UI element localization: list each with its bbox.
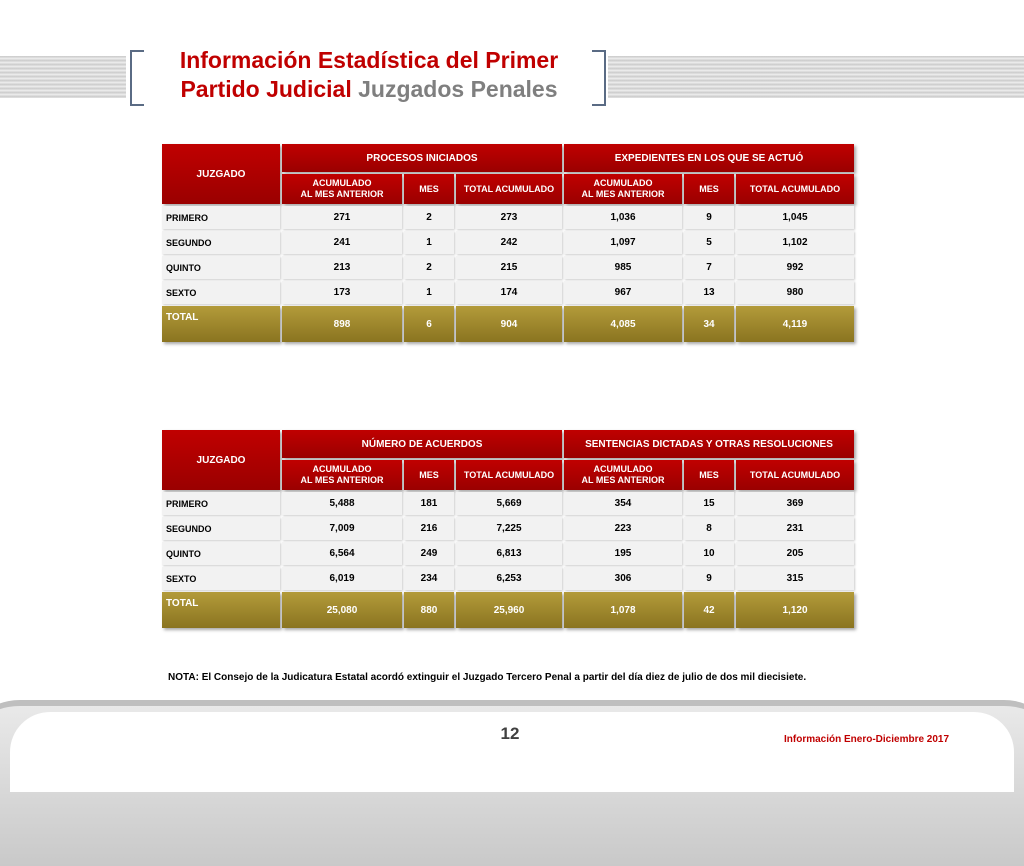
table-row bbox=[162, 517, 854, 540]
sub-header-total: TOTAL ACUMULADO bbox=[456, 460, 562, 490]
sub-header-total: TOTAL ACUMULADO bbox=[456, 174, 562, 204]
cell-value: 242 bbox=[456, 231, 562, 254]
cell-value: 980 bbox=[736, 281, 854, 304]
sub-header-mes: MES bbox=[684, 174, 734, 204]
title-line-1: Información Estadística del Primer bbox=[179, 47, 559, 73]
cell-value: 967 bbox=[564, 281, 682, 304]
cell-value: 205 bbox=[736, 542, 854, 565]
cell-value: 241 bbox=[282, 231, 402, 254]
sub-header-total: TOTAL ACUMULADO bbox=[736, 174, 854, 204]
cell-value: 215 bbox=[456, 256, 562, 279]
table-acuerdos-sentencias bbox=[160, 428, 856, 630]
row-label: PRIMERO bbox=[162, 206, 280, 229]
title-bracket-left bbox=[130, 50, 144, 106]
table-row bbox=[162, 281, 854, 304]
footer-period: Información Enero-Diciembre 2017 bbox=[784, 734, 950, 745]
title-bracket-right bbox=[592, 50, 606, 106]
cell-value: 6,813 bbox=[456, 542, 562, 565]
total-value: 34 bbox=[684, 306, 734, 342]
cell-value: 9 bbox=[684, 567, 734, 590]
cell-value: 992 bbox=[736, 256, 854, 279]
cell-value: 173 bbox=[282, 281, 402, 304]
total-row bbox=[162, 592, 854, 628]
row-label: QUINTO bbox=[162, 256, 280, 279]
sub-header-mes: MES bbox=[684, 460, 734, 490]
cell-value: 223 bbox=[564, 517, 682, 540]
row-label: SEGUNDO bbox=[162, 231, 280, 254]
group-header-expedientes: EXPEDIENTES EN LOS QUE SE ACTUÓ bbox=[564, 144, 854, 172]
total-value: 25,080 bbox=[282, 592, 402, 628]
total-value: 42 bbox=[684, 592, 734, 628]
table-row bbox=[162, 542, 854, 565]
sub-header-acumulado: ACUMULADO AL MES ANTERIOR bbox=[564, 460, 682, 490]
cell-value: 195 bbox=[564, 542, 682, 565]
cell-value: 6,019 bbox=[282, 567, 402, 590]
cell-value: 13 bbox=[684, 281, 734, 304]
cell-value: 7,009 bbox=[282, 517, 402, 540]
cell-value: 213 bbox=[282, 256, 402, 279]
total-value: 898 bbox=[282, 306, 402, 342]
cell-value: 6,253 bbox=[456, 567, 562, 590]
footnote: NOTA: El Consejo de la Judicatura Estatal acordó extinguir el Juzgado Tercero Penal a partir del día diez de julio de dos mil diecisiete. bbox=[168, 672, 807, 683]
group-header-acuerdos: NÚMERO DE ACUERDOS bbox=[282, 430, 562, 458]
sub-header-acumulado: ACUMULADO AL MES ANTERIOR bbox=[282, 460, 402, 490]
juzgado-header: JUZGADO bbox=[162, 144, 280, 204]
cell-value: 181 bbox=[404, 492, 454, 515]
cell-value: 9 bbox=[684, 206, 734, 229]
table-row bbox=[162, 206, 854, 229]
cell-value: 271 bbox=[282, 206, 402, 229]
total-label: TOTAL bbox=[162, 306, 280, 342]
cell-value: 5,488 bbox=[282, 492, 402, 515]
cell-value: 1 bbox=[404, 231, 454, 254]
cell-value: 6,564 bbox=[282, 542, 402, 565]
page-number: 12 bbox=[500, 724, 520, 743]
cell-value: 273 bbox=[456, 206, 562, 229]
total-value: 25,960 bbox=[456, 592, 562, 628]
cell-value: 369 bbox=[736, 492, 854, 515]
cell-value: 234 bbox=[404, 567, 454, 590]
cell-value: 985 bbox=[564, 256, 682, 279]
total-value: 904 bbox=[456, 306, 562, 342]
cell-value: 249 bbox=[404, 542, 454, 565]
total-value: 4,119 bbox=[736, 306, 854, 342]
cell-value: 1,045 bbox=[736, 206, 854, 229]
table-row bbox=[162, 567, 854, 590]
header-stripes-left bbox=[0, 56, 126, 98]
sub-header-mes: MES bbox=[404, 174, 454, 204]
cell-value: 5,669 bbox=[456, 492, 562, 515]
cell-value: 306 bbox=[564, 567, 682, 590]
cell-value: 2 bbox=[404, 256, 454, 279]
cell-value: 1 bbox=[404, 281, 454, 304]
header-stripes-right bbox=[608, 56, 1024, 98]
total-value: 6 bbox=[404, 306, 454, 342]
sub-header-mes: MES bbox=[404, 460, 454, 490]
cell-value: 216 bbox=[404, 517, 454, 540]
cell-value: 1,036 bbox=[564, 206, 682, 229]
cell-value: 354 bbox=[564, 492, 682, 515]
total-row bbox=[162, 306, 854, 342]
page-title bbox=[150, 46, 588, 104]
total-value: 4,085 bbox=[564, 306, 682, 342]
cell-value: 231 bbox=[736, 517, 854, 540]
cell-value: 15 bbox=[684, 492, 734, 515]
cell-value: 1,102 bbox=[736, 231, 854, 254]
row-label: QUINTO bbox=[162, 542, 280, 565]
row-label: SEXTO bbox=[162, 281, 280, 304]
juzgado-header: JUZGADO bbox=[162, 430, 280, 490]
group-header-sentencias: SENTENCIAS DICTADAS Y OTRAS RESOLUCIONES bbox=[564, 430, 854, 458]
group-header-procesos: PROCESOS INICIADOS bbox=[282, 144, 562, 172]
total-value: 880 bbox=[404, 592, 454, 628]
sub-header-total: TOTAL ACUMULADO bbox=[736, 460, 854, 490]
title-line-2-gray: Juzgados Penales bbox=[358, 76, 558, 102]
cell-value: 8 bbox=[684, 517, 734, 540]
cell-value: 174 bbox=[456, 281, 562, 304]
total-label: TOTAL bbox=[162, 592, 280, 628]
row-label: SEXTO bbox=[162, 567, 280, 590]
row-label: SEGUNDO bbox=[162, 517, 280, 540]
total-value: 1,120 bbox=[736, 592, 854, 628]
cell-value: 2 bbox=[404, 206, 454, 229]
cell-value: 1,097 bbox=[564, 231, 682, 254]
table-procesos-expedientes bbox=[160, 142, 856, 344]
cell-value: 315 bbox=[736, 567, 854, 590]
cell-value: 7 bbox=[684, 256, 734, 279]
sub-header-acumulado: ACUMULADO AL MES ANTERIOR bbox=[564, 174, 682, 204]
cell-value: 5 bbox=[684, 231, 734, 254]
cell-value: 10 bbox=[684, 542, 734, 565]
table-row bbox=[162, 231, 854, 254]
title-line-2 bbox=[150, 75, 588, 104]
row-label: PRIMERO bbox=[162, 492, 280, 515]
title-line-2-red: Partido Judicial bbox=[180, 76, 352, 102]
table-row bbox=[162, 492, 854, 515]
cell-value: 7,225 bbox=[456, 517, 562, 540]
total-value: 1,078 bbox=[564, 592, 682, 628]
sub-header-acumulado: ACUMULADO AL MES ANTERIOR bbox=[282, 174, 402, 204]
table-row bbox=[162, 256, 854, 279]
